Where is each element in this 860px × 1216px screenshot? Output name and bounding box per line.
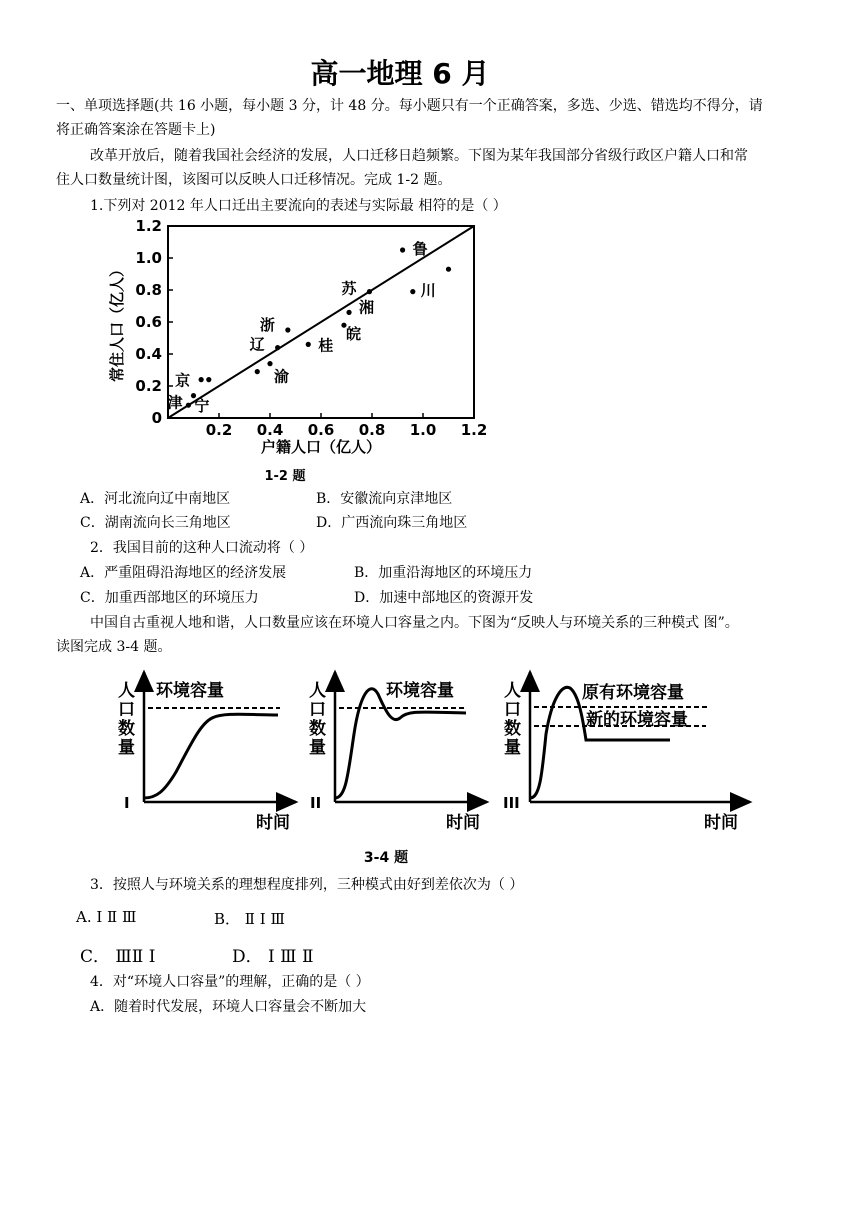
point-label: 津 [167,393,183,412]
q2-option-d: D．加速中部地区的资源开发 [354,590,534,606]
q1-option-b: B．安徽流向京津地区 [316,491,453,507]
capacity-label-new: 新的环境容量 [586,710,688,730]
page-title: 高一地理 6 月 [310,57,490,90]
y-label-char: 口 [118,700,135,720]
y-tick-label: 0.6 [135,313,162,331]
x-axis-label: 户籍人口（亿人） [260,438,382,456]
point-label: 鲁 [412,240,428,258]
q3-option-a: A. Ⅰ Ⅱ Ⅲ [76,908,137,926]
q1-stem: 1.下列对 2012 年人口迁出主要流向的表述与实际最 相符的是（ ） [90,198,507,214]
y-axis-label: 常住人口（亿人） [108,261,126,383]
x-tick-label: 0.8 [358,421,386,439]
population-curve [144,714,278,798]
point-label: 京 [175,371,191,390]
model-panel-3 [503,672,750,833]
reference-line [168,226,474,418]
scatter-caption: 1-2 题 [264,469,306,484]
roman-label: II [310,794,322,812]
x-tick-label: 1.0 [409,421,437,439]
data-point [199,377,204,382]
y-label-char: 量 [504,738,521,758]
y-label-char: 数 [309,719,326,739]
intro-2-line-2: 读图完成 3-4 题。 [56,639,172,655]
intro-2-line-1: 中国自古重视人地和谐，人口数量应该在环境人口容量之内。下图为“反映人与环境关系的三种模式 图”。 [90,615,739,631]
y-tick-label: 1.0 [135,249,162,267]
y-label-char: 量 [118,738,135,758]
data-point [206,377,211,382]
x-axis-label: 时间 [446,813,480,833]
model-panel-1 [118,672,296,833]
y-label-char: 人 [309,681,326,701]
population-curve [335,689,466,798]
q1-option-c: C．湖南流向长三角地区 [80,515,231,531]
intro-1-line-1: 改革开放后，随着我国社会经济的发展，人口迁移日趋频繁。下图为某年我国部分省级行政区户籍人口和常 [90,148,748,164]
y-label-char: 数 [504,719,521,739]
y-tick-label: 0.8 [135,281,162,299]
capacity-label: 环境容量 [386,681,454,701]
data-point [346,310,351,315]
y-tick-label: 0.4 [135,345,162,363]
data-point [446,267,451,272]
x-tick-label: 0.2 [205,421,233,439]
q1-option-a: A．河北流向辽中南地区 [80,491,231,507]
point-label: 皖 [345,325,361,344]
section-header-line-1: 一、单项选择题(共 16 小题，每小题 3 分，计 48 分。每小题只有一个正确答案，多选、少选、错选均不得分，请 [56,98,763,114]
data-point [186,403,191,408]
point-label: 川 [420,281,436,300]
y-tick-label: 0.2 [135,377,162,395]
x-tick-label: 1.2 [460,421,488,439]
section-header-line-2: 将正确答案涂在答题卡上) [56,122,216,138]
data-point [367,289,372,294]
point-label: 湘 [359,298,375,317]
scatter-chart [100,218,500,486]
roman-label: III [503,794,520,812]
point-label: 浙 [259,316,275,334]
data-point [306,342,311,347]
q3-option-c: C． ⅢⅡ Ⅰ [80,947,156,967]
y-tick-label: 0 [151,409,162,427]
data-point [410,289,415,294]
x-axis-label: 时间 [704,813,738,833]
x-tick-label: 0.6 [307,421,335,439]
y-tick-label: 1.2 [135,218,162,235]
x-axis-label: 时间 [256,813,290,833]
model-panel-2 [309,672,487,833]
y-label-char: 人 [118,681,135,701]
q2-stem: 2．我国目前的这种人口流动将（ ） [90,540,314,556]
q3-option-d: D． Ⅰ Ⅲ Ⅱ [232,947,314,967]
roman-label: I [124,794,130,812]
models-caption: 3-4 题 [363,850,409,866]
y-label-char: 口 [309,700,326,720]
models-figure [110,664,760,870]
y-label-char: 人 [504,681,521,701]
q4-stem: 4．对“环境人口容量”的理解，正确的是（ ） [90,974,370,990]
intro-1-line-2: 住人口数量统计图，该图可以反映人口迁移情况。完成 1-2 题。 [56,172,452,188]
q2-option-a: A．严重阻碍沿海地区的经济发展 [80,565,287,581]
q2-option-c: C．加重西部地区的环境压力 [80,590,259,606]
data-point [400,247,405,252]
data-point [267,361,272,366]
point-label: 渝 [274,367,290,386]
x-tick-label: 0.4 [256,421,284,439]
data-point [255,369,260,374]
q3-stem: 3．按照人与环境关系的理想程度排列，三种模式由好到差依次为（ ） [90,877,524,893]
q2-option-b: B．加重沿海地区的环境压力 [354,565,533,581]
q3-option-b: B． Ⅱ Ⅰ Ⅲ [214,910,285,928]
point-label: 宁 [194,397,210,416]
y-label-char: 口 [504,700,521,720]
capacity-label-old: 原有环境容量 [582,683,684,703]
data-point [285,327,290,332]
population-curve [530,687,670,798]
point-label: 苏 [341,279,357,298]
q1-option-d: D．广西流向珠三角地区 [316,515,468,531]
y-label-char: 数 [118,719,135,739]
point-label: 辽 [249,335,265,354]
y-label-char: 量 [309,738,326,758]
q4-option-a: A．随着时代发展，环境人口容量会不断加大 [90,999,367,1015]
data-point [275,345,280,350]
point-label: 桂 [318,336,334,355]
capacity-label: 环境容量 [156,681,224,701]
